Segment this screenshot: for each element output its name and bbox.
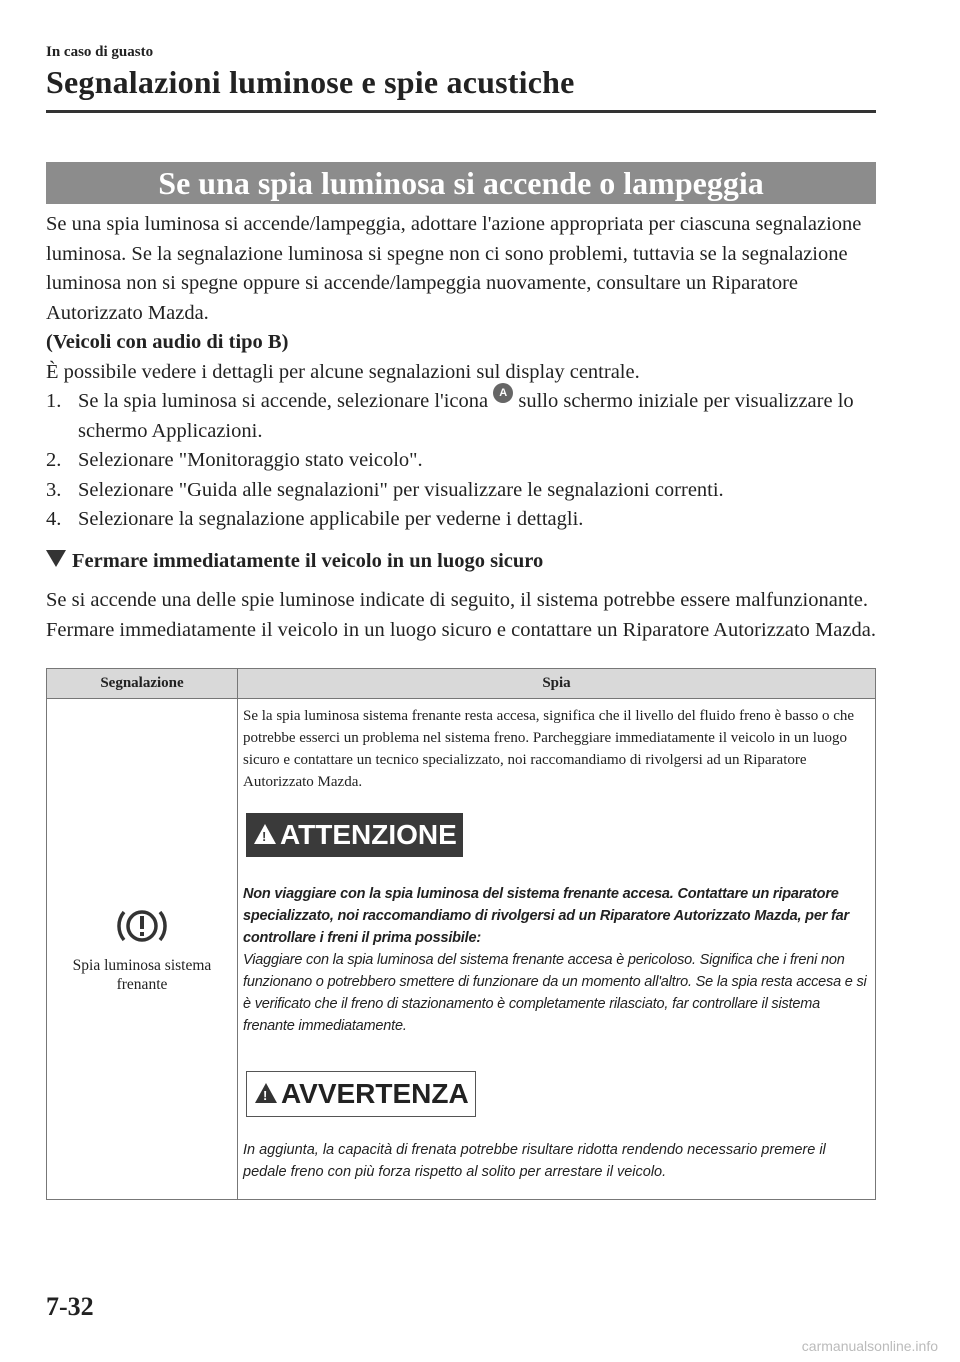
applications-icon: A bbox=[493, 383, 513, 403]
list-item bbox=[46, 387, 882, 446]
step-text-post: sullo schermo iniziale per visualizzare lo schermo Applicazioni. bbox=[78, 390, 854, 442]
list-item bbox=[46, 505, 882, 535]
attenzione-bold-text: Non viaggiare con la spia luminosa del sistema frenante accesa. Contattare un riparatore specializzato, noi raccomandiamo di rivolgersi ad un Riparatore Autorizzato Mazda, per far controllare i freni il prima possibile: bbox=[243, 886, 849, 946]
avvertenza-label-text: AVVERTENZA bbox=[281, 1078, 469, 1109]
avvertenza-label bbox=[246, 1071, 476, 1117]
subheading bbox=[46, 547, 882, 577]
steps-list bbox=[46, 387, 882, 535]
page-title: Segnalazioni luminose e spie acustiche bbox=[46, 64, 575, 100]
table-header-row bbox=[47, 669, 876, 699]
subheading-text: Fermare immediatamente il veicolo in un luogo sicuro bbox=[72, 549, 544, 572]
step-number: 2. bbox=[46, 449, 62, 471]
attenzione-label bbox=[246, 813, 463, 857]
audio-note: (Veicoli con audio di tipo B) bbox=[46, 331, 289, 353]
brake-warning-icon bbox=[114, 904, 170, 948]
step-text: Selezionare "Monitoraggio stato veicolo". bbox=[78, 449, 423, 471]
warning-triangle-icon: ! bbox=[254, 824, 276, 844]
list-item bbox=[46, 476, 882, 506]
avvertenza-text: In aggiunta, la capacità di frenata potrebbe risultare ridotta rendendo necessario premere il pedale freno con più forza rispetto al solito per arrestare il veicolo. bbox=[243, 1142, 826, 1180]
warning-triangle-icon: ! bbox=[255, 1083, 277, 1103]
step-number: 3. bbox=[46, 478, 62, 501]
table-row bbox=[47, 699, 876, 1200]
signal-cell bbox=[47, 699, 238, 1200]
intro-paragraph: Se una spia luminosa si accende/lampeggia, adottare l'azione appropriata per ciascuna segnalazione luminosa. Se la segnalazione luminosa si spegne non ci sono problemi, tuttavia se la segnalazione luminosa non si spegne oppure si accende/lampeggia nuovamente, consultare un Riparatore Autorizzato Mazda. bbox=[46, 213, 862, 324]
step-text-pre: Se la spia luminosa si accende, selezionare l'icona bbox=[78, 390, 494, 412]
body-text bbox=[46, 210, 882, 645]
header-rule bbox=[46, 110, 876, 113]
section-banner: Se una spia luminosa si accende o lampeggia bbox=[46, 162, 876, 204]
step-number: 1. bbox=[46, 390, 62, 412]
chapter-label: In caso di guasto bbox=[46, 44, 154, 60]
step-number: 4. bbox=[46, 508, 62, 530]
col-header-spia: Spia bbox=[238, 669, 876, 699]
watermark: carmanualsonline.info bbox=[801, 1338, 938, 1354]
page-number: 7-32 bbox=[46, 1292, 94, 1321]
list-item bbox=[46, 446, 882, 476]
col-header-segnalazione: Segnalazione bbox=[47, 669, 238, 699]
display-note: È possibile vedere i dettagli per alcune segnalazioni sul display centrale. bbox=[46, 360, 640, 383]
attenzione-text: Viaggiare con la spia luminosa del sistema frenante accesa è pericoloso. Significa che i freni non funzionano o potrebbero smettere di funzionare da un momento all'altro. Se la spia resta accesa e si è verificato che il freno di stazionamento è completamente rilasciato, far controllare il sistema frenante immediatamente. bbox=[243, 952, 867, 1034]
step-text: Selezionare la segnalazione applicabile per vederne i dettagli. bbox=[78, 508, 584, 530]
description-cell bbox=[238, 699, 876, 1200]
attenzione-label-text: ATTENZIONE bbox=[280, 819, 457, 850]
sub-paragraph: Se si accende una delle spie luminose indicate di seguito, il sistema potrebbe essere malfunzionante. Fermare immediatamente il veicolo in un luogo sicuro e contattare un Riparatore Autorizzato Mazda. bbox=[46, 589, 876, 641]
signal-label: Spia luminosa sistema frenante bbox=[72, 957, 212, 993]
step-text: Selezionare "Guida alle segnalazioni" per visualizzare le segnalazioni correnti. bbox=[78, 478, 724, 501]
description-text: Se la spia luminosa sistema frenante resta accesa, significa che il livello del fluido freno è basso o che potrebbe esserci un problema nel sistema freno. Parcheggiare immediatamente il veicolo in un luogo sicuro e contattare un tecnico specializzato, noi raccomandiamo di rivolgersi ad un Riparatore Autorizzato Mazda. bbox=[243, 708, 855, 790]
triangle-down-icon bbox=[46, 550, 66, 567]
warning-table bbox=[46, 668, 876, 1200]
